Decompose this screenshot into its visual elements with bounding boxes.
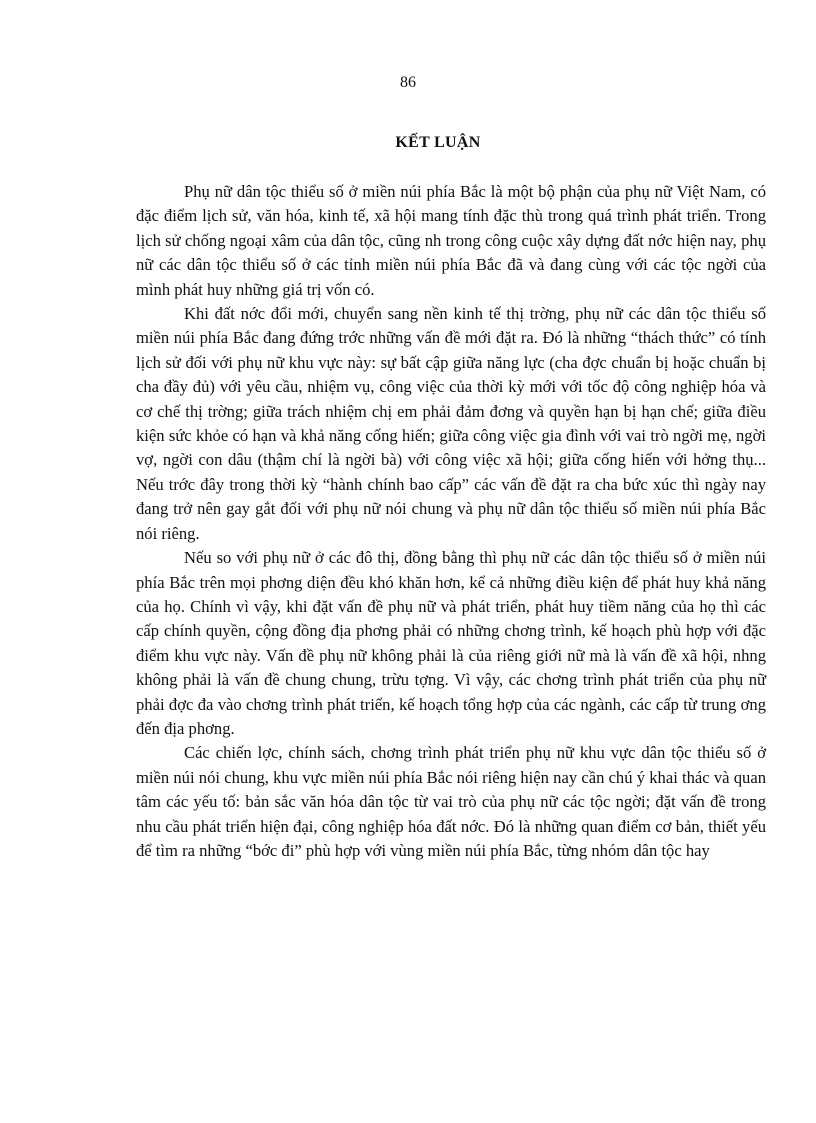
- paragraph: Nếu so với phụ nữ ở các đô thị, đồng bằng thì phụ nữ các dân tộc thiểu số ở miền núi phía Bắc trên mọi phơng diện đều khó khăn hơn, kể cả những điều kiện để phát huy khả năng của họ. Chính vì vậy, khi đặt vấn đề phụ nữ và phát triển, phát huy tiềm năng của họ thì các cấp chính quyền, cộng đồng địa phơng phải có những chơng trình, kế hoạch phù hợp với đặc điểm khu vực này. Vấn đề phụ nữ không phải là của riêng giới nữ mà là vấn đề xã hội, nhng không phải là vấn đề chung chung, trừu tợng. Vì vậy, các chơng trình phát triển của phụ nữ phải đợc đa vào chơng trình phát triển, kế hoạch tổng hợp của các ngành, các cấp từ trung ơng đến địa phơng.: [136, 548, 766, 738]
- paragraph: Các chiến lợc, chính sách, chơng trình phát triển phụ nữ khu vực dân tộc thiểu số ở miền núi nói chung, khu vực miền núi phía Bắc nói riêng hiện nay cần chú ý khai thác và quan tâm các yếu tố: bản sắc văn hóa dân tộc từ vai trò của phụ nữ các tộc ngời; đặt vấn đề trong nhu cầu phát triển hiện đại, công nghiệp hóa đất nớc. Đó là những quan điểm cơ bản, thiết yếu để tìm ra những “bớc đi” phù hợp với vùng miền núi phía Bắc, từng nhóm dân tộc hay: [136, 743, 766, 860]
- body-text: [136, 180, 766, 863]
- page-title: KẾT LUẬN: [395, 134, 481, 151]
- page-number: 86: [400, 74, 416, 91]
- paragraph: Khi đất nớc đổi mới, chuyển sang nền kinh tế thị trờng, phụ nữ các dân tộc thiểu số miền núi phía Bắc đang đứng trớc những vấn đề mới đặt ra. Đó là những “thách thức” có tính lịch sử đối với phụ nữ khu vực này: sự bất cập giữa năng lực (cha đợc chuẩn bị hoặc chuẩn bị cha đầy đủ) với yêu cầu, nhiệm vụ, công việc của thời kỳ mới với tốc độ công nghiệp hóa và cơ chế thị trờng; giữa trách nhiệm chị em phải đảm đơng và quyền hạn bị hạn chế; giữa điều kiện sức khỏe có hạn và khả năng cống hiến; giữa công việc gia đình với vai trò ngời mẹ, ngời vợ, ngời con dâu (thậm chí là ngời bà) với công việc xã hội; giữa cống hiến với hởng thụ... Nếu trớc đây trong thời kỳ “hành chính bao cấp” các vấn đề đặt ra cha bức xúc thì ngày nay đang trở nên gay gắt đối với phụ nữ nói chung và phụ nữ dân tộc thiểu số miền núi phía Bắc nói riêng.: [136, 304, 766, 543]
- paragraph: Phụ nữ dân tộc thiểu số ở miền núi phía Bắc là một bộ phận của phụ nữ Việt Nam, có đặc điểm lịch sử, văn hóa, kinh tế, xã hội mang tính đặc thù trong quá trình phát triển. Trong lịch sử chống ngoại xâm của dân tộc, cũng nh trong công cuộc xây dựng đất nớc hiện nay, phụ nữ các dân tộc thiểu số ở các tỉnh miền núi phía Bắc đã và đang cùng với các tộc ngời của mình phát huy những giá trị vốn có.: [136, 182, 766, 299]
